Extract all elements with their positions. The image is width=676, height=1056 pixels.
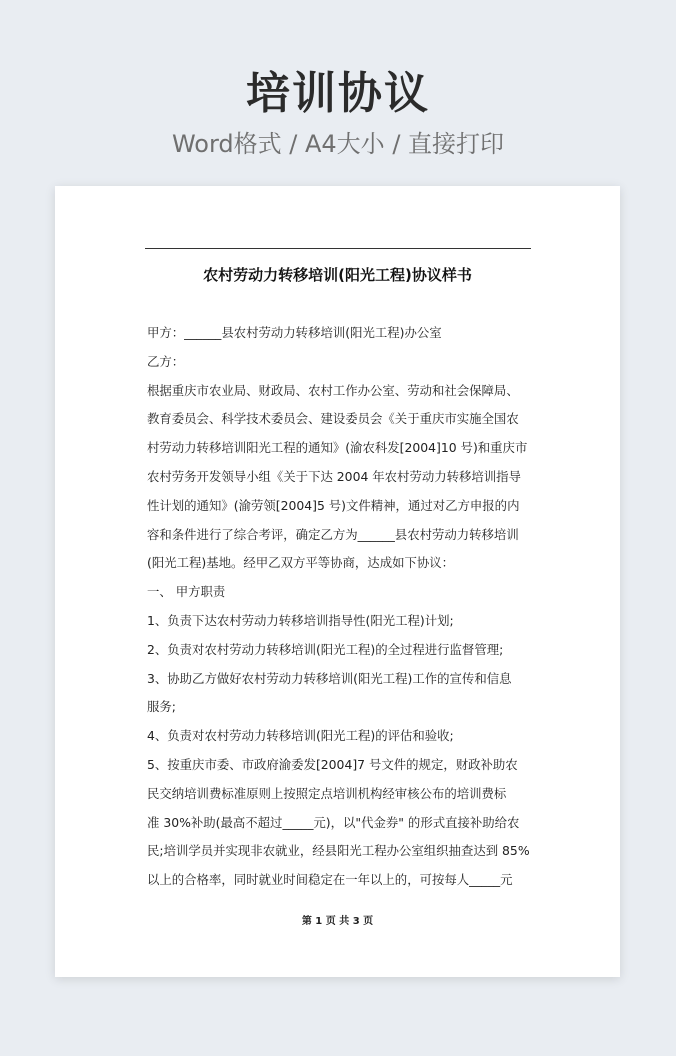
body-line: 民交纳培训费标准原则上按照定点培训机构经审核公布的培训费标 — [147, 785, 507, 801]
body-line: 民;培训学员并实现非农就业，经县阳光工程办公室组织抽查达到 85% — [147, 843, 530, 859]
document-title: 农村劳动力转移培训(阳光工程)协议样书 — [203, 266, 472, 284]
header-rule — [145, 248, 531, 249]
section-heading: 一、 甲方职责 — [147, 584, 226, 600]
body-line: 4、负责对农村劳动力转移培训(阳光工程)的评估和验收; — [147, 728, 454, 744]
body-line: 甲方：______县农村劳动力转移培训(阳光工程)办公室 — [147, 325, 442, 340]
body-line: 性计划的通知》(渝劳领[2004]5 号)文件精神，通过对乙方申报的内 — [147, 497, 520, 513]
body-line: (阳光工程)基地。经甲乙双方平等协商，达成如下协议： — [147, 555, 455, 571]
document-page — [55, 186, 620, 977]
body-line: 2、负责对农村劳动力转移培训(阳光工程)的全过程进行监督管理; — [147, 641, 504, 657]
page-number: 第 1 页 共 3 页 — [301, 916, 374, 927]
body-line: 5、按重庆市委、市政府渝委发[2004]7 号文件的规定，财政补助农 — [147, 756, 518, 772]
document-body — [147, 319, 547, 895]
body-line: 根据重庆市农业局、财政局、农村工作办公室、劳动和社会保障局、 — [147, 382, 519, 398]
body-line: 乙方： — [147, 353, 185, 369]
body-line: 教育委员会、科学技术委员会、建设委员会《关于重庆市实施全国农 — [147, 411, 519, 427]
header — [0, 66, 676, 160]
body-line: 农村劳务开发领导小组《关于下达 2004 年农村劳动力转移培训指导 — [147, 468, 521, 484]
body-line: 3、协助乙方做好农村劳动力转移培训(阳光工程)工作的宣传和信息 — [147, 670, 512, 686]
body-line: 以上的合格率，同时就业时间稳定在一年以上的，可按每人_____元 — [147, 872, 513, 888]
body-line: 1、负责下达农村劳动力转移培训指导性(阳光工程)计划; — [147, 612, 454, 628]
subtitle: Word格式 / A4大小 / 直接打印 — [171, 130, 505, 158]
body-line: 服务; — [147, 699, 176, 715]
body-line: 准 30%补助(最高不超过_____元)，以"代金券" 的形式直接补助给农 — [147, 814, 520, 830]
main-title: 培训协议 — [246, 68, 430, 119]
body-line: 容和条件进行了综合考评，确定乙方为______县农村劳动力转移培训 — [147, 526, 519, 542]
body-line: 村劳动力转移培训阳光工程的通知》(渝农科发[2004]10 号)和重庆市 — [147, 440, 528, 456]
